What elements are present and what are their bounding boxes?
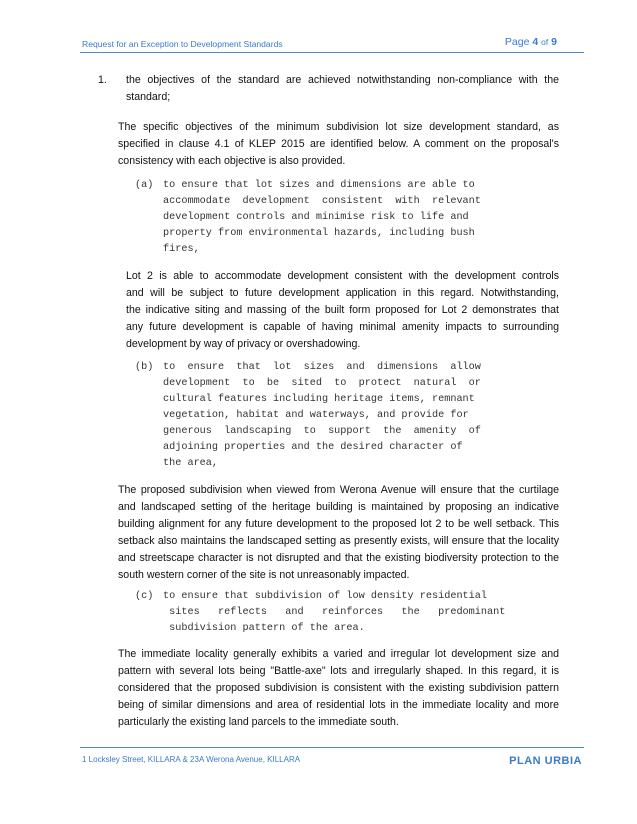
objective-a-line-5: fires,: [163, 244, 200, 255]
comment-c-line-3: considered that the proposed subdivision is consistent with the existing subdivision pattern: [118, 682, 559, 694]
intro-line-3: consistency with each objective is also provided.: [118, 155, 346, 167]
objective-b-line-2: development to be sited to protect natural or: [163, 378, 481, 389]
of-word: of: [541, 37, 549, 47]
objective-c-label: (c): [135, 591, 154, 602]
objective-a-line-2: accommodate development consistent with relevant: [163, 196, 481, 207]
objective-a-line-4: property from environmental hazards, including bush: [163, 228, 475, 239]
comment-c-line-4: being of similar dimensions and area of residential lots in the immediate locality and more: [118, 699, 559, 711]
objective-c-line-2: sites reflects and reinforces the predominant: [163, 607, 506, 618]
footer-address: 1 Locksley Street, KILLARA & 23A Werona Avenue, KILLARA: [82, 755, 301, 764]
comment-a-line-4: any future development is capable of having minimal amenity impacts to surrounding: [126, 321, 559, 333]
objective-b-line-3: cultural features including heritage items, remnant: [163, 394, 475, 405]
comment-b-line-4: setback also maintains the landscaped setting as presently exists, will ensure that the locality: [118, 535, 559, 547]
comment-a-line-3: the indicative siting and massing of the built form proposed for Lot 2 demonstrates that: [126, 304, 559, 316]
item-1-line-1: the objectives of the standard are achieved notwithstanding non-compliance with the: [126, 74, 559, 86]
comment-b-line-2: and landscaped setting of the heritage building is maintained by proposing an indicative: [118, 501, 559, 513]
objective-c-line-3: subdivision pattern of the area.: [163, 623, 365, 634]
objective-b-line-7: the area,: [163, 458, 219, 469]
header-rule: [80, 52, 584, 53]
comment-c-line-2: pattern with several lots being "Battle-axe" lots and irregularly shaped. In this regard, it is: [118, 665, 559, 677]
objective-a-line-1: to ensure that lot sizes and dimensions are able to: [163, 180, 475, 191]
comment-a-line-1: Lot 2 is able to accommodate development consistent with the development controls: [126, 270, 559, 282]
objective-b-line-4: vegetation, habitat and waterways, and provide for: [163, 410, 469, 421]
intro-line-2: specified in clause 4.1 of KLEP 2015 are identified below. A comment on the proposal's: [118, 138, 559, 150]
comment-c-line-5: particularly the existing land parcels to the immediate south.: [118, 716, 399, 728]
footer-brand: PLAN URBIA: [509, 755, 582, 767]
running-header-title: Request for an Exception to Development Standards: [82, 39, 283, 49]
comment-b-line-5: and streetscape character is not disrupted and that the existing biodiversity protection to the: [118, 552, 559, 564]
objective-b-line-1: to ensure that lot sizes and dimensions allow: [163, 362, 481, 373]
comment-a-line-2: and will be subject to future development application in this regard. Notwithstanding,: [126, 287, 559, 299]
comment-a-line-5: development by way of privacy or overshadowing.: [126, 338, 361, 350]
objective-c-line-1: to ensure that subdivision of low density residential: [163, 591, 488, 602]
comment-b-line-3: building alignment for any future development to the proposed lot 2 to be well setback. This: [118, 518, 559, 530]
objective-a-label: (a): [135, 180, 154, 191]
intro-line-1: The specific objectives of the minimum subdivision lot size development standard, as: [118, 121, 559, 133]
comment-c-line-1: The immediate locality generally exhibits a varied and irregular lot development size and: [118, 648, 559, 660]
page-number: 4: [532, 36, 539, 48]
item-1-line-2: standard;: [126, 91, 171, 103]
footer-rule: [80, 747, 584, 748]
item-number: 1.: [98, 74, 107, 86]
page-total: 9: [551, 36, 557, 48]
objective-b-line-5: generous landscaping to support the amenity of: [163, 426, 481, 437]
objective-b-label: (b): [135, 362, 154, 373]
page-word: Page: [504, 36, 530, 48]
comment-b-line-6: south western corner of the site is not unreasonably impacted.: [118, 569, 410, 581]
objective-a-line-3: development controls and minimise risk to life and: [163, 212, 469, 223]
objective-b-line-6: adjoining properties and the desired character of: [163, 442, 463, 453]
comment-b-line-1: The proposed subdivision when viewed from Werona Avenue will ensure that the curtilage: [118, 484, 559, 496]
page-indicator: [505, 36, 557, 48]
